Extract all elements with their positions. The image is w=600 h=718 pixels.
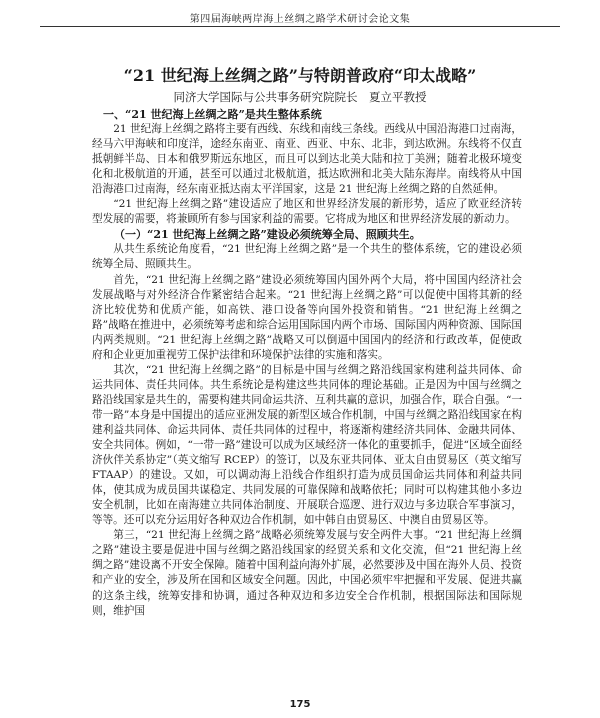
paragraph: 第三，“21 世纪海上丝绸之路”战略必须统筹发展与安全两件大事。“21 世纪海上丝绸之路”建设主要是促进中国与丝绸之路沿线国家的经贸关系和文化交流，但“21 世纪海上丝绸之路”建设离不开安全保障。随着中国利益向海外扩展，必然要涉及中国在海外人员、投资和产业的安全，涉及所在国和区域安全问题。因此，中国必须牢牢把握和平发展、促进共赢的这条主线，统筹安排和协调，通过各种双边和多边安全合作机制，根据国际法和国际规则，维护国: [92, 529, 522, 617]
article-title: “21 世纪海上丝绸之路”与特朗普政府“印太战略”: [123, 66, 477, 85]
subsection-heading: （一）“21 世纪海上丝绸之路”建设必须统筹全局、照顾共生。: [114, 228, 421, 242]
paragraph: 其次，“21 世纪海上丝绸之路”的目标是中国与丝绸之路沿线国家构建利益共同体、命运共同体、责任共同体。共生系统论是构建这些共同体的理论基础。正是因为中国与丝绸之路沿线国家是共生的，需要构建共同命运共济、互利共赢的意识，加强合作，联合自强。“一带一路”本身是中国提出的适应亚洲发展的新型区域合作机制，中国与丝绸之路沿线国家在构建利益共同体、命运共同体、责任共同体的过程中，将逐渐构建经济共同体、金融共同体、安全共同体。例如，“一带一路”建设可以成为区域经济一体化的重要抓手，促进“区域全面经济伙伴关系协定”（英文缩写 RCEP）的签订，以及东亚共同体、亚太自由贸易区（英文缩写 FTAAP）的建设。又如，可以调动海上沿线合作组织打造为成员国命运共同体和利益共同体，使其成为成员国共谋稳定、共同发展的可靠保障和战略依托；同时可以构建其他小多边安全机制，比如在南海建立共同体治制度、开展联合巡逻、进行双边与多边联合军事演习，等等。还可以充分运用好各种双边合作机制，如中韩自由贸易区、中澳自由贸易区等。: [92, 363, 522, 527]
author-byline: 同济大学国际与公共事务研究院院长 夏立平教授: [173, 90, 427, 104]
page-number: 175: [289, 699, 311, 710]
paragraph: “21 世纪海上丝绸之路”建设适应了地区和世界经济发展的新形势，适应了欧亚经济转型发展的需要，将兼顾所有参与国家利益的需要。它将成为地区和世界经济发展的新动力。: [92, 198, 522, 226]
header-rule: [40, 26, 560, 27]
paragraph: 21 世纪海上丝绸之路将主要有西线、东线和南线三条线。西线从中国沿海港口过南海，经马六甲海峡和印度洋，途经东南亚、南亚、西亚、中东、北非，到达欧洲。东线将不仅直抵朝鲜半岛、日本和俄罗斯远东地区，而且可以到达北美大陆和拉丁美洲；随着北极环境变化和北极航道的开通，甚至可以通过北极航道，抵达欧洲和北美大陆东海岸。南线将从中国沿海港口过南海，经东南亚抵达南太平洋国家，这是 21 世纪海上丝绸之路的自然延伸。: [92, 123, 523, 196]
section-heading: 一、“21 世纪海上丝绸之路”是共生整体系统: [103, 108, 322, 121]
article-body: [92, 107, 522, 619]
paragraph: 首先，“21 世纪海上丝绸之路”建设必须统筹国内国外两个大局，将中国国内经济社会发展战略与对外经济合作紧密结合起来。“21 世纪海上丝绸之路”可以促使中国将其新的经济比较优势和优质产能，如高铁、港口设备等向国外投资和销售。“21 世纪海上丝绸之路”战略在推进中，必须统筹考虑和综合运用国际国内两个市场、国际国内两种资源、国际国内两类规则。“21 世纪海上丝绸之路”战略又可以倒逼中国国内的经济和行政改革，促使政府和企业更加重视劳工保护法律和环境保护法律的实施和落实。: [92, 273, 522, 361]
running-header: 第四届海峡两岸海上丝绸之路学术研讨会论文集: [189, 14, 411, 25]
paragraph: 从共生系统论角度看，“21 世纪海上丝绸之路”是一个共生的整体系统，它的建设必须统筹全局、照顾共生。: [92, 243, 522, 271]
